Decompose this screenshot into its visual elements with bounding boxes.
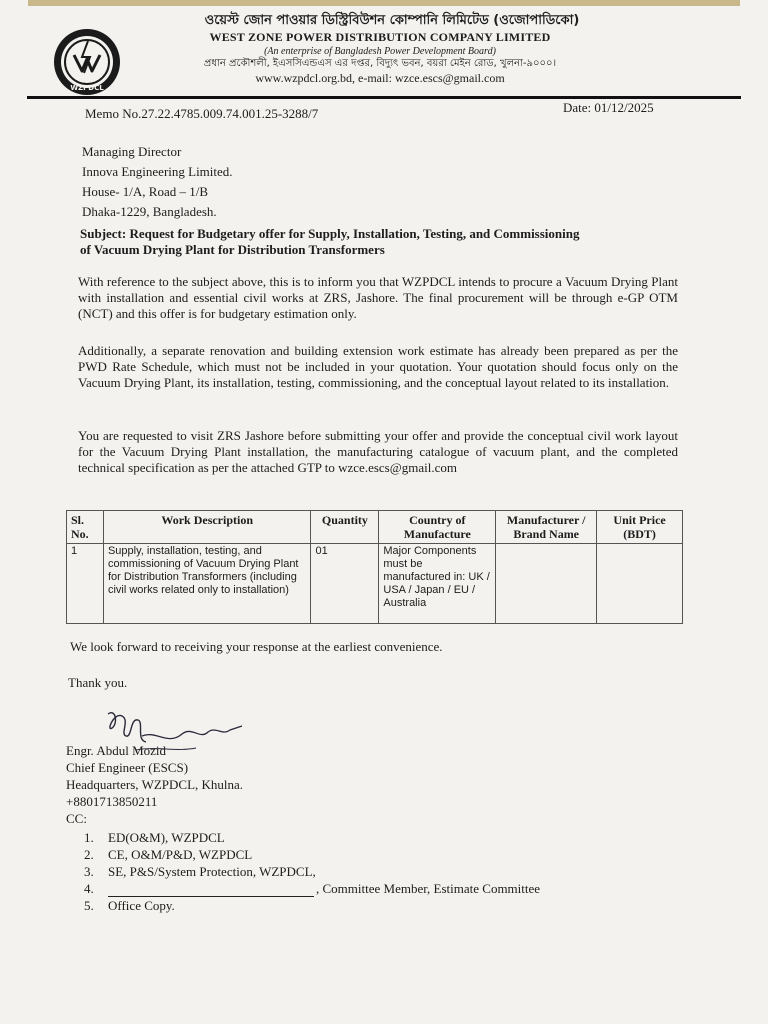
price-schedule-table [66,510,683,624]
body-paragraph: You are requested to visit ZRS Jashore before submitting your offer and provide the conceptual civil work layout for the Vacuum Drying Plant installation, the manufacturing catalogue of vacuum plant, and the completed technical specification as per the attached GTP to wzce.escs@gmail.com [78,428,678,475]
list-item [84,880,540,897]
svg-text:WZPDCL: WZPDCL [70,84,104,92]
cc-text: CE, O&M/P&D, WZPDCL [108,847,253,862]
subject-line [80,226,680,258]
cc-list [84,829,540,914]
letterhead [130,14,630,86]
cc-number: 3. [84,864,94,879]
signatory-line: Engr. Abdul Mozid [66,743,167,758]
table-header-row [67,511,683,544]
header-rule [27,96,741,99]
blank-fill-line [108,883,314,897]
thanks-line: Thank you. [68,675,128,690]
cc-number: 1. [84,830,94,845]
cc-text: ED(O&M), WZPDCL [108,830,225,845]
cc-number: 4. [84,881,94,896]
table-row [67,544,683,624]
letter-date: Date: 01/12/2025 [563,100,654,115]
company-name-bangla: ওয়েস্ট জোন পাওয়ার ডিস্ট্রিবিউশন কোম্পানি লিমিটেড (ওজোপাডিকো) [204,13,580,28]
table-cell: 1 [67,544,104,624]
cc-text: SE, P&S/System Protection, WZPDCL, [108,864,316,879]
subject-line-2: of Vacuum Drying Plant for Distribution Transformers [80,242,385,257]
column-header: Work Description [103,511,311,544]
column-header: Manufacturer / Brand Name [496,511,597,544]
cc-number: 2. [84,847,94,862]
table-cell: Major Components must be manufactured in: UK / USA / Japan / EU / Australia [379,544,496,624]
cc-label: CC: [66,811,87,826]
column-header: Unit Price (BDT) [597,511,683,544]
recipient-line: Managing Director [82,144,182,159]
table-cell [597,544,683,624]
list-item [84,829,540,846]
address-bangla: প্রধান প্রকৌশলী, ইএসসিএন্ডএস এর দপ্তর, বিদ্যুৎ ভবন, বয়রা মেইন রোড, খুলনা-৯০০০। [203,58,557,70]
recipient-line: House- 1/A, Road – 1/B [82,184,209,199]
body-paragraph: With reference to the subject above, this is to inform you that WZPDCL intends to procure a Vacuum Drying Plant with installation and essential civil works at ZRS, Jashore. The final procurement will be through e-GP OTM (NCT) and this offer is for budgetary estimation only. [78,274,678,321]
list-item [84,846,540,863]
column-header: Country of Manufacture [379,511,496,544]
cc-text: Office Copy. [108,898,175,913]
recipient-line: Innova Engineering Limited. [82,164,233,179]
body-paragraph: Additionally, a separate renovation and building extension work estimate has already been prepared as per the PWD Rate Schedule, which must not be included in your quotation. Your quotation should focus only on the Vacuum Drying Plant, its installation, testing, commissioning, and the conceptual layout related to its installation. [78,343,678,390]
table-cell: Supply, installation, testing, and commissioning of Vacuum Drying Plant for Distribution Transformers (including civil works related only to installation) [103,544,311,624]
signatory-block [66,742,243,827]
top-edge-strip [28,0,740,6]
column-header: Quantity [311,511,379,544]
web-email-line: www.wzpdcl.org.bd, e-mail: wzce.escs@gmail.com [255,70,505,85]
list-item [84,863,540,880]
closing-sentence: We look forward to receiving your response at the earliest convenience. [70,639,443,654]
cc-number: 5. [84,898,94,913]
enterprise-line: (An enterprise of Bangladesh Power Development Board) [264,45,496,57]
cc-text: , Committee Member, Estimate Committee [316,881,541,896]
wzpdcl-logo [52,27,122,97]
signatory-line: Headquarters, WZPDCL, Khulna. [66,777,244,792]
signatory-line: Chief Engineer (ESCS) [66,760,189,775]
subject-line-1: Subject: Request for Budgetary offer for Supply, Installation, Testing, and Commissioning [80,226,580,241]
recipient-line: Dhaka-1229, Bangladesh. [82,204,217,219]
column-header: Sl. No. [67,511,104,544]
list-item [84,897,540,914]
signatory-line: +8801713850211 [66,794,158,809]
table-cell [496,544,597,624]
memo-number: Memo No.27.22.4785.009.74.001.25-3288/7 [85,106,319,121]
recipient-address [82,142,233,222]
company-name-english: WEST ZONE POWER DISTRIBUTION COMPANY LIMITED [209,29,551,44]
table-cell: 01 [311,544,379,624]
